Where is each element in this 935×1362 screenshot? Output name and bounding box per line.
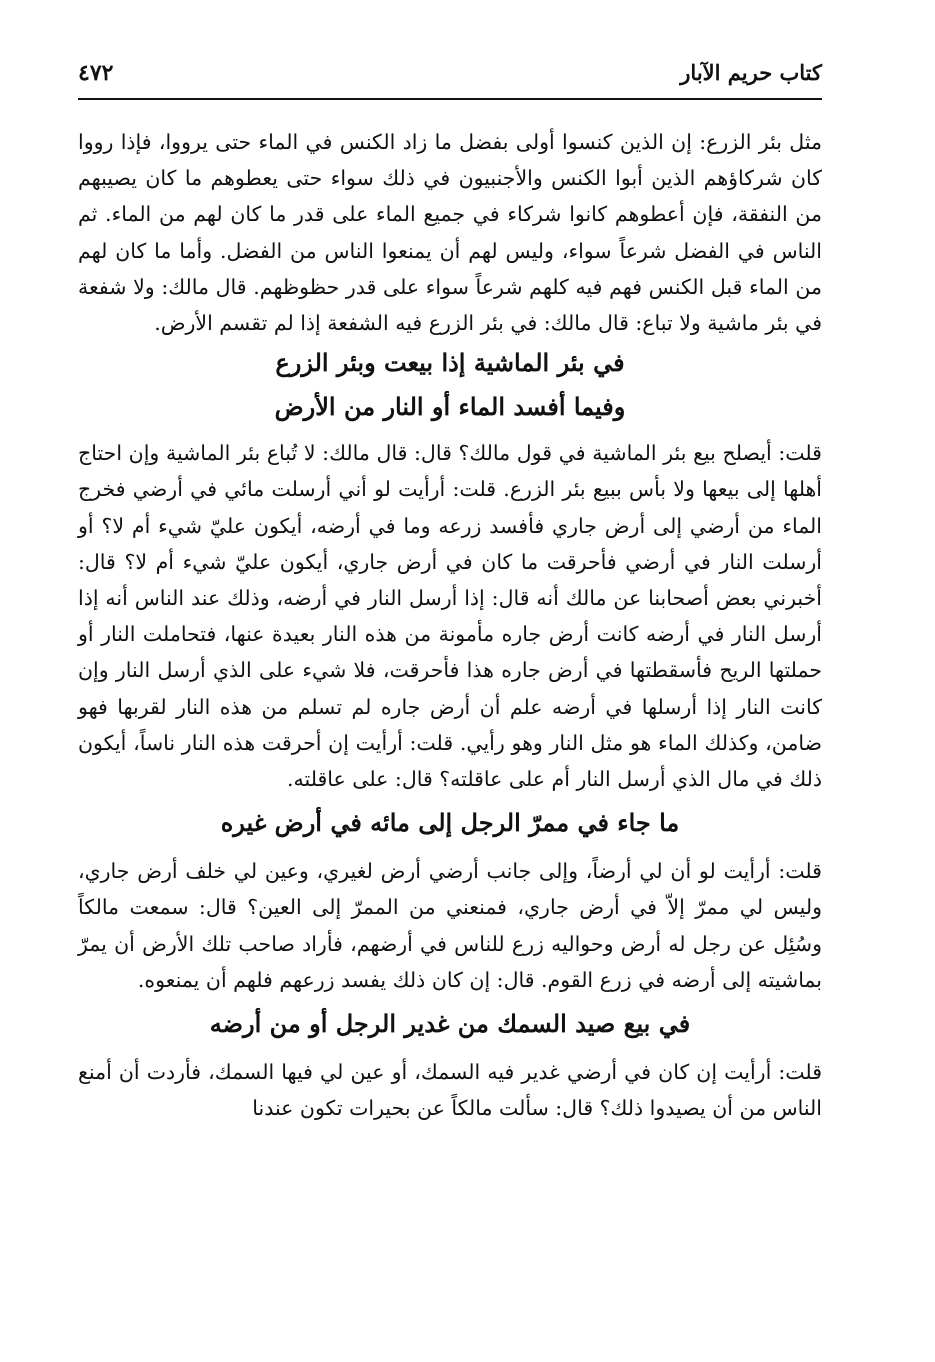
section-heading-fishing: في بيع صيد السمك من غدير الرجل أو من أرضه [209, 1009, 691, 1039]
section-heading-line: وفيما أفسد الماء أو النار من الأرض [274, 392, 626, 422]
paragraph-zar-well: مثل بئر الزرع: إن الذين كنسوا أولى بفضل ما زاد الكنس في الماء حتى يرووا، فإذا رووا كان شركاؤهم الذين أبوا الكنس والأجنبيون في ذلك سواء حتى يعطوهم ما كان يصيبهم من النفقة، فإن أعطوهم كانوا شركاء في جميع الماء على قدر ما كان لهم من الماء. ثم الناس في الفضل شرعاً سواء، وليس لهم أن يمنعوا الناس من الفضل. وأما ما كان لهم من الماء قبل الكنس فهم فيه كلهم شرعاً سواء على قدر حظوظهم. قال مالك: ولا شفعة في بئر ماشية ولا تباع: قال مالك: في بئر الزرع فيه الشفعة إذا لم تقسم الأرض. [78, 130, 822, 336]
page-number: ٤٧٢ [78, 60, 114, 86]
section-heading-cattle-well [78, 341, 822, 435]
page-header [78, 58, 822, 100]
book-title: كتاب حريم الآبار [680, 60, 822, 85]
paragraph-fishing: قلت: أرأيت إن كان في أرضي غدير فيه السمك، أو عين لي فيها السمك، فأردت أن أمنع الناس من أن يصيدوا ذلك؟ قال: سألت مالكاً عن بحيرات تكون عندنا [78, 1060, 822, 1121]
section-heading-line: في بئر الماشية إذا بيعت وبئر الزرع [275, 348, 625, 378]
paragraph-water-fire-damage: قلت: أيصلح بيع بئر الماشية في قول مالك؟ قال: قال مالك: لا تُباع بئر الماشية وإن احتاج أهلها إلى بيعها ولا بأس ببيع بئر الزرع. قلت: أرأيت لو أني أرسلت مائي في أرضي فخرج الماء من أرضي إلى أرض جاري فأفسد زرعه وما في أرضه، أيكون عليّ شيء أم لا؟ أو أرسلت النار في أرضي فأحرقت ما كان في أرض جاري، أيكون عليّ شيء أم لا؟ قال: أخبرني بعض أصحابنا عن مالك أنه قال: إذا أرسل النار في أرضه، وذلك عند الناس أنه إذا أرسل النار في أرضه كانت أرض جاره مأمونة من هذه النار بعيدة عنها، فتحاملت النار أو حملتها الريح فأسقطتها في أرض جاره هذا فأحرقت، فلا شيء على الذي أرسل النار وإن كانت النار إذا أرسلها في أرضه علم أن أرض جاره لم تسلم من هذه النار لقربها فهو ضامن، وكذلك الماء هو مثل النار وهو رأيي. قلت: أرأيت إن أحرقت هذه النار ناساً، أيكون ذلك في مال الذي أرسل النار أم على عاقلته؟ قال: على عاقلته. [78, 441, 822, 792]
section-heading-passage: ما جاء في ممرّ الرجل إلى مائه في أرض غيره [220, 808, 680, 838]
paragraph-passage-rights: قلت: أرأيت لو أن لي أرضاً، وإلى جانب أرضي أرض لغيري، وعين لي خلف أرض جاري، وليس لي ممرّ إلاّ في أرض جاري، فمنعني من الممرّ إلى العين؟ قال: سمعت مالكاً وسُئِل عن رجل له أرض وحواليه زرع للناس في أرضهم، فأراد صاحب تلك الأرض أن يمرّ بماشيته إلى أرضه في زرع القوم. قال: إن كان ذلك يفسد زرعهم فلهم أن يمنعوه. [78, 859, 822, 992]
page-body [78, 124, 822, 1126]
